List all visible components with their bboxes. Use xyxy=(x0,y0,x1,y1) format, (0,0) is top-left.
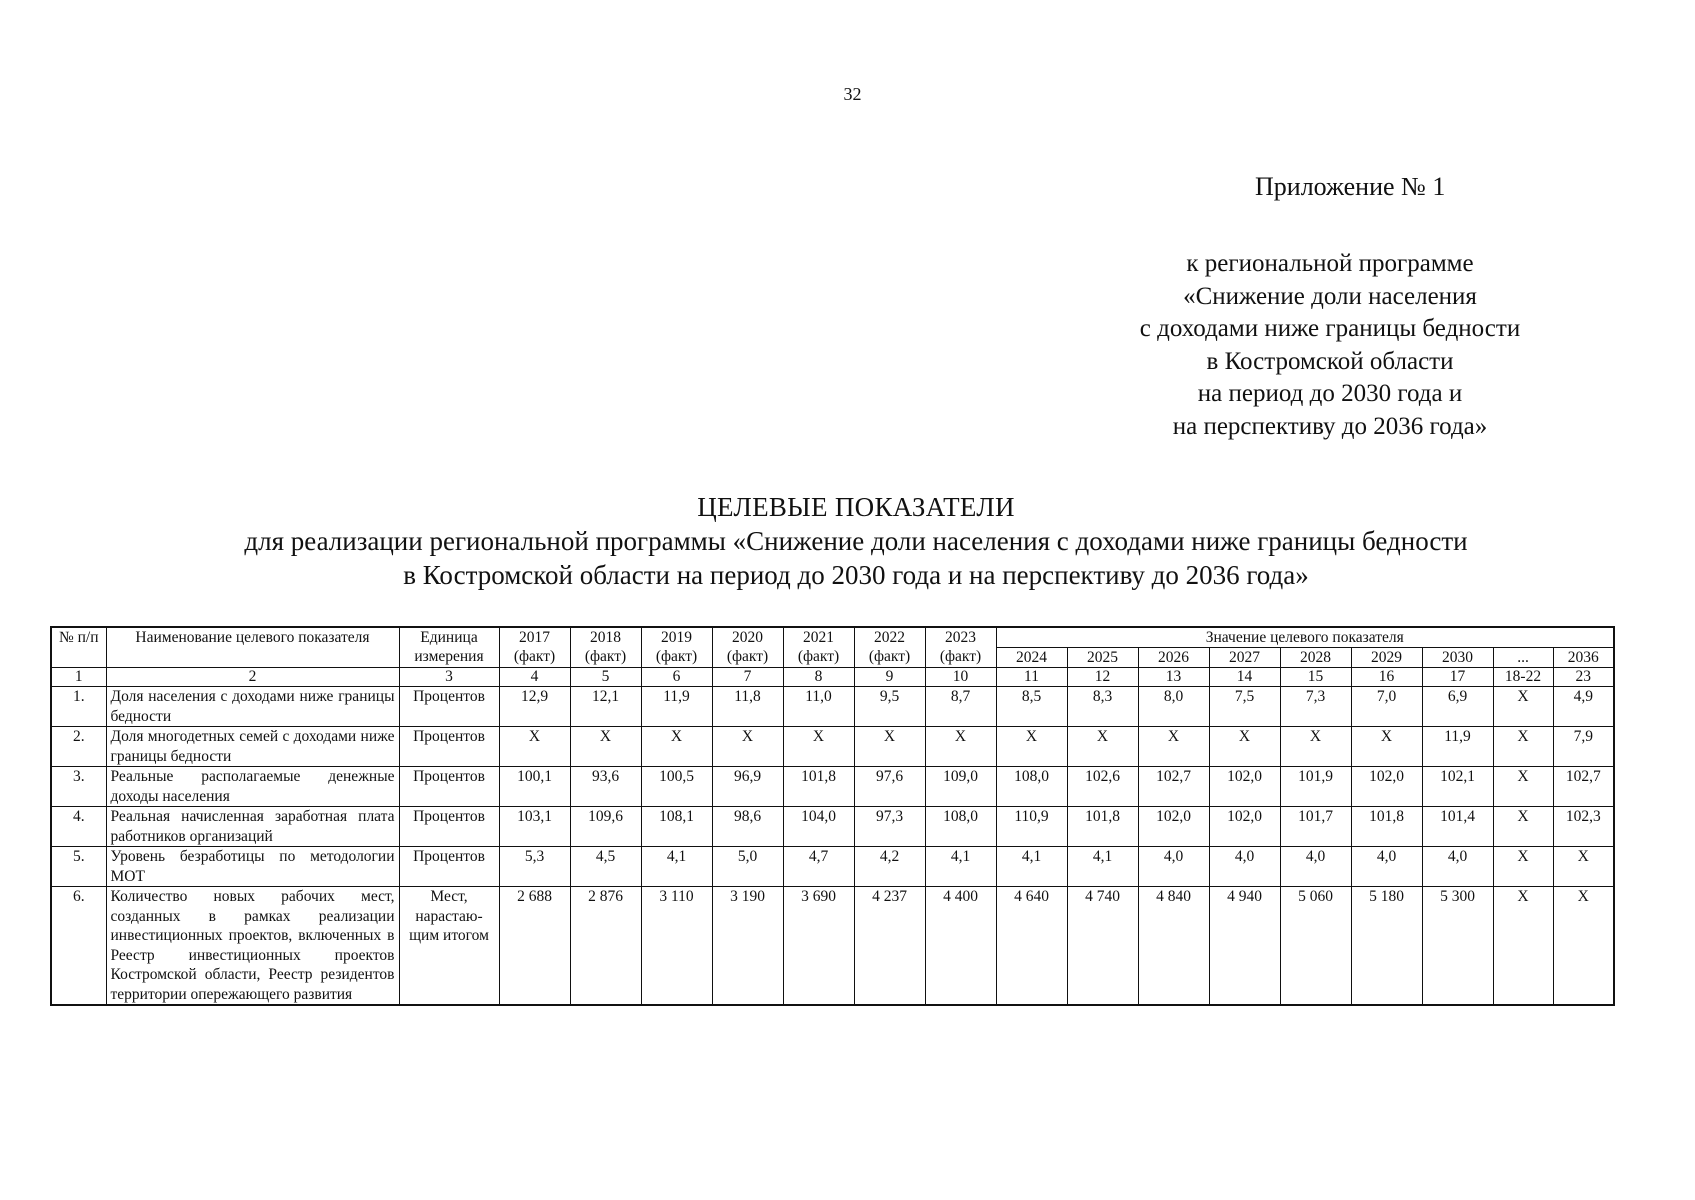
value-cell: 11,8 xyxy=(712,687,783,727)
column-index-cell: 10 xyxy=(925,668,996,687)
value-cell: 102,0 xyxy=(1138,807,1209,847)
column-index-cell: 4 xyxy=(499,668,570,687)
value-cell: 8,0 xyxy=(1138,687,1209,727)
value-cell: 9,5 xyxy=(854,687,925,727)
value-cell: X xyxy=(1138,727,1209,767)
column-index-cell: 14 xyxy=(1209,668,1280,687)
page-number: 32 xyxy=(843,84,862,104)
value-cell: 108,1 xyxy=(641,807,712,847)
value-cell: X xyxy=(1493,847,1553,887)
value-cell: 102,1 xyxy=(1422,767,1493,807)
value-cell: 5 180 xyxy=(1351,887,1422,1006)
value-cell: 109,0 xyxy=(925,767,996,807)
unit-cell: Процентов xyxy=(399,687,499,727)
value-cell: 5 060 xyxy=(1280,887,1351,1006)
column-index-cell: 13 xyxy=(1138,668,1209,687)
value-cell: X xyxy=(1493,687,1553,727)
value-cell: 12,1 xyxy=(570,687,641,727)
value-cell: 5,0 xyxy=(712,847,783,887)
title-line: ЦЕЛЕВЫЕ ПОКАЗАТЕЛИ xyxy=(697,492,1015,522)
value-cell: 4,0 xyxy=(1422,847,1493,887)
value-cell: 8,3 xyxy=(1067,687,1138,727)
unit-cell: Процентов xyxy=(399,847,499,887)
value-cell: X xyxy=(1493,887,1553,1006)
indicator-name-cell: Реальная начисленная заработная плата работников организаций xyxy=(106,807,399,847)
value-cell: 7,3 xyxy=(1280,687,1351,727)
value-cell: 8,5 xyxy=(996,687,1067,727)
value-cell: X xyxy=(712,727,783,767)
value-cell: 4,2 xyxy=(854,847,925,887)
header-fact-year: 2018 (факт) xyxy=(570,627,641,668)
value-cell: X xyxy=(854,727,925,767)
value-cell: 101,4 xyxy=(1422,807,1493,847)
value-cell: X xyxy=(1351,727,1422,767)
value-cell: 100,5 xyxy=(641,767,712,807)
value-cell: 93,6 xyxy=(570,767,641,807)
header-target-year: 2029 xyxy=(1351,648,1422,668)
value-cell: 4,0 xyxy=(1138,847,1209,887)
value-cell: X xyxy=(641,727,712,767)
value-cell: 4,9 xyxy=(1553,687,1614,727)
value-cell: 4,1 xyxy=(996,847,1067,887)
value-cell: 108,0 xyxy=(925,807,996,847)
value-cell: 104,0 xyxy=(783,807,854,847)
value-cell: X xyxy=(783,727,854,767)
column-index-cell: 9 xyxy=(854,668,925,687)
value-cell: X xyxy=(570,727,641,767)
value-cell: X xyxy=(1493,727,1553,767)
column-index-cell: 5 xyxy=(570,668,641,687)
header-fact-year: 2021 (факт) xyxy=(783,627,854,668)
header-target-year: 2025 xyxy=(1067,648,1138,668)
indicator-name-cell: Уровень безработицы по методологии МОТ xyxy=(106,847,399,887)
header-target-year: 2024 xyxy=(996,648,1067,668)
header-name: Наименование целевого показателя xyxy=(106,627,399,668)
indicator-name-cell: Количество новых рабочих мест, созданных в рамках реализации инвестиционных проектов, включенных в Реестр инвестиционных проектов Костромской области, Реестр резидентов территории опережающего развития xyxy=(106,887,399,1006)
value-cell: X xyxy=(499,727,570,767)
header-unit: Единица измерения xyxy=(399,627,499,668)
value-cell: 7,5 xyxy=(1209,687,1280,727)
value-cell: 8,7 xyxy=(925,687,996,727)
column-index-cell: 2 xyxy=(106,668,399,687)
column-index-row-group xyxy=(51,668,1614,687)
header-target-year: 2030 xyxy=(1422,648,1493,668)
row-number-cell: 4. xyxy=(51,807,106,847)
column-index-cell: 17 xyxy=(1422,668,1493,687)
header-num: № п/п xyxy=(51,627,106,668)
header-target-year: 2028 xyxy=(1280,648,1351,668)
value-cell: 110,9 xyxy=(996,807,1067,847)
value-cell: 4,1 xyxy=(1067,847,1138,887)
column-index-cell: 16 xyxy=(1351,668,1422,687)
value-cell: 4 640 xyxy=(996,887,1067,1006)
value-cell: 97,6 xyxy=(854,767,925,807)
table-header xyxy=(51,627,1614,668)
column-index-cell: 6 xyxy=(641,668,712,687)
indicators-table xyxy=(50,626,1615,1006)
value-cell: 101,7 xyxy=(1280,807,1351,847)
table-row xyxy=(51,887,1614,1006)
title-line: в Костромской области на период до 2030 года и на перспективу до 2036 года» xyxy=(403,560,1309,590)
value-cell: 4 840 xyxy=(1138,887,1209,1006)
row-number-cell: 1. xyxy=(51,687,106,727)
value-cell: 3 690 xyxy=(783,887,854,1006)
value-cell: 7,0 xyxy=(1351,687,1422,727)
table-body xyxy=(51,687,1614,1006)
appendix-line: «Снижение доли населения xyxy=(1183,282,1477,310)
header-target-year: 2036 xyxy=(1553,648,1614,668)
column-index-cell: 7 xyxy=(712,668,783,687)
title-line: для реализации региональной программы «Снижение доли населения с доходами ниже границы бедности xyxy=(244,526,1468,556)
document-title xyxy=(0,490,1695,592)
appendix-line: в Костромской области xyxy=(1206,347,1454,375)
appendix-line: на перспективу до 2036 года» xyxy=(1172,412,1488,440)
value-cell: 101,8 xyxy=(1351,807,1422,847)
row-number-cell: 5. xyxy=(51,847,106,887)
value-cell: 96,9 xyxy=(712,767,783,807)
table-row xyxy=(51,847,1614,887)
value-cell: 101,8 xyxy=(1067,807,1138,847)
value-cell: 12,9 xyxy=(499,687,570,727)
value-cell: 100,1 xyxy=(499,767,570,807)
header-fact-year: 2019 (факт) xyxy=(641,627,712,668)
header-fact-year: 2017 (факт) xyxy=(499,627,570,668)
appendix-line: на период до 2030 года и xyxy=(1197,380,1463,407)
value-cell: X xyxy=(925,727,996,767)
value-cell: 4,0 xyxy=(1351,847,1422,887)
value-cell: 102,7 xyxy=(1553,767,1614,807)
value-cell: 4 237 xyxy=(854,887,925,1006)
header-target-year: 2027 xyxy=(1209,648,1280,668)
value-cell: 97,3 xyxy=(854,807,925,847)
value-cell: 4,1 xyxy=(641,847,712,887)
value-cell: X xyxy=(1553,847,1614,887)
header-target-year: ... xyxy=(1493,648,1553,668)
unit-cell: Мест, нарастаю-щим итогом xyxy=(399,887,499,1006)
value-cell: 4,0 xyxy=(1280,847,1351,887)
value-cell: 11,9 xyxy=(641,687,712,727)
header-target-year: 2026 xyxy=(1138,648,1209,668)
value-cell: X xyxy=(1280,727,1351,767)
value-cell: X xyxy=(1553,887,1614,1006)
value-cell: 4 740 xyxy=(1067,887,1138,1006)
indicator-name-cell: Доля населения с доходами ниже границы бедности xyxy=(106,687,399,727)
column-index-cell: 12 xyxy=(1067,668,1138,687)
value-cell: 5 300 xyxy=(1422,887,1493,1006)
appendix-title: Приложение № 1 xyxy=(1255,172,1446,201)
value-cell: 102,7 xyxy=(1138,767,1209,807)
value-cell: 109,6 xyxy=(570,807,641,847)
value-cell: 7,9 xyxy=(1553,727,1614,767)
column-index-cell: 23 xyxy=(1553,668,1614,687)
column-index-cell: 8 xyxy=(783,668,854,687)
value-cell: 98,6 xyxy=(712,807,783,847)
value-cell: 5,3 xyxy=(499,847,570,887)
header-target-group: Значение целевого показателя xyxy=(996,627,1614,648)
appendix-line: к региональной программе xyxy=(1186,250,1474,277)
table-row xyxy=(51,727,1614,767)
value-cell: 102,6 xyxy=(1067,767,1138,807)
appendix-subtitle xyxy=(1115,248,1545,443)
value-cell: 4,1 xyxy=(925,847,996,887)
value-cell: 103,1 xyxy=(499,807,570,847)
column-index-cell: 1 xyxy=(51,668,106,687)
unit-cell: Процентов xyxy=(399,727,499,767)
value-cell: X xyxy=(1493,767,1553,807)
value-cell: 4,0 xyxy=(1209,847,1280,887)
value-cell: 102,0 xyxy=(1351,767,1422,807)
value-cell: 4,7 xyxy=(783,847,854,887)
value-cell: 102,3 xyxy=(1553,807,1614,847)
header-fact-year: 2022 (факт) xyxy=(854,627,925,668)
value-cell: X xyxy=(996,727,1067,767)
value-cell: 6,9 xyxy=(1422,687,1493,727)
table-row xyxy=(51,687,1614,727)
column-index-cell: 15 xyxy=(1280,668,1351,687)
value-cell: X xyxy=(1493,807,1553,847)
header-fact-year: 2020 (факт) xyxy=(712,627,783,668)
value-cell: 4,5 xyxy=(570,847,641,887)
row-number-cell: 2. xyxy=(51,727,106,767)
value-cell: X xyxy=(1067,727,1138,767)
appendix-line: с доходами ниже границы бедности xyxy=(1139,315,1521,342)
unit-cell: Процентов xyxy=(399,807,499,847)
table-row xyxy=(51,807,1614,847)
row-number-cell: 6. xyxy=(51,887,106,1006)
value-cell: 4 940 xyxy=(1209,887,1280,1006)
column-index-row xyxy=(51,668,1614,687)
indicators-table-wrap xyxy=(50,626,1615,1006)
value-cell: 108,0 xyxy=(996,767,1067,807)
value-cell: 3 190 xyxy=(712,887,783,1006)
value-cell: X xyxy=(1209,727,1280,767)
column-index-cell: 3 xyxy=(399,668,499,687)
value-cell: 11,0 xyxy=(783,687,854,727)
indicator-name-cell: Реальные располагаемые денежные доходы населения xyxy=(106,767,399,807)
value-cell: 101,8 xyxy=(783,767,854,807)
column-index-cell: 11 xyxy=(996,668,1067,687)
value-cell: 3 110 xyxy=(641,887,712,1006)
value-cell: 2 688 xyxy=(499,887,570,1006)
value-cell: 11,9 xyxy=(1422,727,1493,767)
indicator-name-cell: Доля многодетных семей с доходами ниже границы бедности xyxy=(106,727,399,767)
unit-cell: Процентов xyxy=(399,767,499,807)
value-cell: 4 400 xyxy=(925,887,996,1006)
column-index-cell: 18-22 xyxy=(1493,668,1553,687)
value-cell: 102,0 xyxy=(1209,807,1280,847)
value-cell: 101,9 xyxy=(1280,767,1351,807)
value-cell: 102,0 xyxy=(1209,767,1280,807)
value-cell: 2 876 xyxy=(570,887,641,1006)
row-number-cell: 3. xyxy=(51,767,106,807)
header-fact-year: 2023 (факт) xyxy=(925,627,996,668)
table-row xyxy=(51,767,1614,807)
